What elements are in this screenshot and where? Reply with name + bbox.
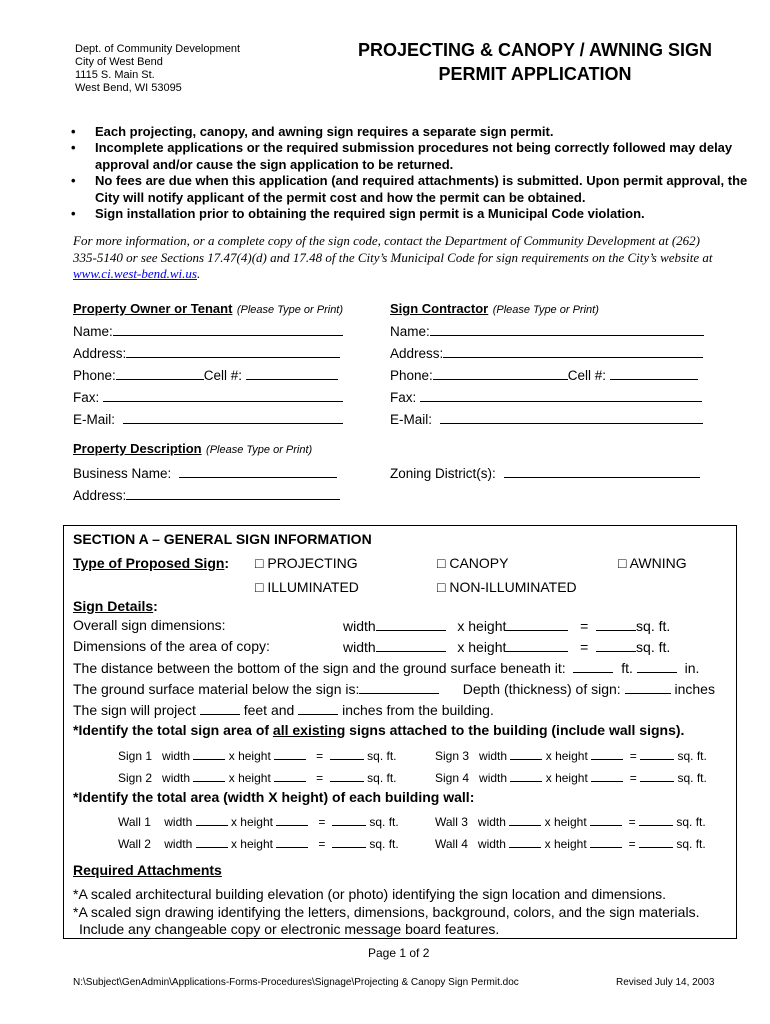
form-title <box>335 38 735 86</box>
row-width: width <box>477 837 506 851</box>
row-sqft: sq. ft. <box>677 749 707 763</box>
field-label: E-Mail: <box>73 412 116 427</box>
copy-area-line[interactable] <box>596 638 636 652</box>
title-line-1: PROJECTING & CANOPY / AWNING SIGN <box>357 40 713 60</box>
row-height-line[interactable] <box>590 812 622 826</box>
bullet-item: • Each projecting, canopy, and awning sign requires a separate sign permit. <box>70 124 750 140</box>
identify-signs-a: *Identify the total sign area of <box>73 722 273 738</box>
owner-fax-field[interactable] <box>73 388 343 405</box>
row-width: width <box>162 749 191 763</box>
checkbox-illuminated[interactable] <box>255 579 359 595</box>
row-eq: = <box>318 837 326 851</box>
depth-text: Depth (thickness) of sign: <box>462 681 621 697</box>
field-label: Name: <box>73 324 113 339</box>
contractor-phone-field[interactable] <box>390 366 698 383</box>
sign-4-row[interactable] <box>435 768 707 785</box>
row-label: Sign 3 <box>435 749 470 763</box>
sign-details-label <box>73 598 158 614</box>
field-label: Fax: <box>73 390 100 405</box>
checkbox-label: ILLUMINATED <box>267 579 359 595</box>
owner-heading-text: Property Owner or Tenant <box>73 301 233 316</box>
row-xheight: x height <box>544 815 587 829</box>
width-word: width <box>343 639 376 655</box>
contractor-fax-line[interactable] <box>420 388 702 402</box>
row-xheight: x height <box>545 771 588 785</box>
field-label: Zoning District(s): <box>390 466 496 481</box>
field-label: Cell #: <box>203 368 243 383</box>
info-text: For more information, or a complete copy of the sign code, contact the Department of Community Development at (262) 335-5140 or see Sections 17.47(4)(d) and 17.48 of the City’s Municipal Code for sign requirements on the City’s website at <box>73 233 713 265</box>
row-area-line[interactable] <box>330 768 364 782</box>
checkbox-label: PROJECTING <box>267 555 358 571</box>
checkbox-icon[interactable]: □ <box>437 555 446 571</box>
owner-address-field[interactable] <box>73 344 340 361</box>
contractor-phone-line[interactable] <box>433 366 568 380</box>
x-height-word: x height <box>457 618 507 634</box>
sign-details-colon: : <box>153 598 158 614</box>
file-path: N:\Subject\GenAdmin\Applications-Forms-Procedures\Signage\Projecting & Canopy Sign Permit.doc <box>73 977 519 988</box>
page-number: Page 1 of 2 <box>368 946 430 960</box>
row-sqft: sq. ft. <box>369 837 399 851</box>
distance-ft-line[interactable] <box>573 659 613 673</box>
distance-in-line[interactable] <box>637 659 677 673</box>
inches-word: inches <box>674 681 715 697</box>
x-height-word: x height <box>457 639 507 655</box>
row-eq: = <box>316 771 324 785</box>
contractor-heading <box>390 300 599 318</box>
row-label: Wall 3 <box>435 815 468 829</box>
in-word: in. <box>684 660 700 676</box>
row-xheight: x height <box>545 749 588 763</box>
sign-1-row[interactable] <box>118 746 397 763</box>
row-eq: = <box>629 749 637 763</box>
row-sqft: sq. ft. <box>369 815 399 829</box>
row-width: width <box>162 771 191 785</box>
sqft-word: sq. ft. <box>636 639 671 655</box>
zoning-field[interactable] <box>390 464 700 481</box>
dept-line: Dept. of Community Development <box>75 43 241 55</box>
row-eq: = <box>318 815 326 829</box>
row-area-line[interactable] <box>639 812 673 826</box>
row-sqft: sq. ft. <box>367 771 397 785</box>
row-eq: = <box>316 749 324 763</box>
sign-details-label-text: Sign Details <box>73 598 154 614</box>
project-inches-line[interactable] <box>298 701 338 715</box>
property-heading-text: Property Description <box>73 441 202 456</box>
field-label: Cell #: <box>567 368 607 383</box>
row-width: width <box>164 815 193 829</box>
row-label: Sign 1 <box>118 749 153 763</box>
identify-signs-c: signs attached to the building (include wall signs). <box>345 722 685 738</box>
copy-dimensions-fields[interactable] <box>343 638 670 655</box>
checkbox-non-illuminated[interactable] <box>437 579 577 595</box>
project-feet-line[interactable] <box>200 701 240 715</box>
field-label: Phone: <box>73 368 116 383</box>
info-paragraph <box>73 233 713 283</box>
checkbox-label: CANOPY <box>449 555 509 571</box>
field-label: Address: <box>73 488 127 503</box>
row-area-line[interactable] <box>640 768 674 782</box>
row-xheight: x height <box>230 837 273 851</box>
row-area-line[interactable] <box>640 746 674 760</box>
row-width-line[interactable] <box>193 746 225 760</box>
row-label: Wall 4 <box>435 837 468 851</box>
row-height-line[interactable] <box>274 746 306 760</box>
copy-width-line[interactable] <box>376 638 446 652</box>
checkbox-label: NON-ILLUMINATED <box>449 579 577 595</box>
checkbox-label: AWNING <box>629 555 687 571</box>
row-width: width <box>164 837 193 851</box>
owner-cell-line[interactable] <box>246 366 338 380</box>
equals-word: = <box>580 618 589 634</box>
contractor-name-line[interactable] <box>430 322 704 336</box>
title-line-2: PERMIT APPLICATION <box>438 64 632 84</box>
row-label: Sign 2 <box>118 771 153 785</box>
property-hint: (Please Type or Print) <box>206 444 313 456</box>
sign-type-colon: : <box>224 555 230 571</box>
checkbox-icon[interactable]: □ <box>255 579 264 595</box>
row-sqft: sq. ft. <box>677 771 707 785</box>
bullet-item: • Sign installation prior to obtaining the required sign permit is a Municipal Code violation. <box>70 206 750 222</box>
depth-line[interactable] <box>625 680 671 694</box>
ground-text: The ground surface material below the sign is: <box>73 681 360 697</box>
property-address-field[interactable] <box>73 486 340 503</box>
required-attachments-heading: Required Attachments <box>73 862 222 878</box>
row-xheight: x height <box>228 771 271 785</box>
contractor-email-field[interactable] <box>390 410 703 427</box>
attachment-item: *A scaled sign drawing identifying the letters, dimensions, background, colors, and the sign materials. <box>73 904 700 920</box>
row-eq: = <box>628 815 636 829</box>
ground-surface-row[interactable] <box>73 680 715 697</box>
owner-name-field[interactable] <box>73 322 343 339</box>
row-height-line[interactable] <box>591 746 623 760</box>
contractor-address-line[interactable] <box>443 344 703 358</box>
copy-height-line[interactable] <box>506 638 568 652</box>
owner-phone-field[interactable] <box>73 366 338 383</box>
row-sqft: sq. ft. <box>367 749 397 763</box>
dept-line: 1115 S. Main St. <box>75 69 155 81</box>
row-width: width <box>479 771 508 785</box>
bullet-item: • No fees are due when this application (and required attachments) is submitted. Upon permit approval, the City will notify applicant of the permit cost and how the permit can be obtained. <box>70 173 750 206</box>
row-height-line[interactable] <box>274 768 306 782</box>
contractor-address-field[interactable] <box>390 344 703 361</box>
checkbox-canopy[interactable] <box>437 555 508 571</box>
row-area-line[interactable] <box>330 746 364 760</box>
row-height-line[interactable] <box>590 834 622 848</box>
row-width-line[interactable] <box>510 768 542 782</box>
sign-3-row[interactable] <box>435 746 707 763</box>
owner-name-line[interactable] <box>113 322 343 336</box>
row-width-line[interactable] <box>509 834 541 848</box>
owner-fax-line[interactable] <box>103 388 343 402</box>
business-name-field[interactable] <box>73 464 337 481</box>
attachment-item: *A scaled architectural building elevation (or photo) identifying the sign location and dimensions. <box>73 886 667 902</box>
row-label: Wall 1 <box>118 815 151 829</box>
identify-signs-heading <box>73 722 684 738</box>
sign-type-label <box>73 555 229 571</box>
field-label: Address: <box>390 346 444 361</box>
owner-email-line[interactable] <box>123 410 343 424</box>
attachment-item: Include any changeable copy or electronic message board features. <box>79 921 500 937</box>
row-area-line[interactable] <box>639 834 673 848</box>
contractor-email-line[interactable] <box>440 410 703 424</box>
department-address <box>75 43 240 95</box>
ft-word: ft. <box>621 660 633 676</box>
business-name-line[interactable] <box>179 464 337 478</box>
ground-material-line[interactable] <box>359 680 439 694</box>
row-sqft: sq. ft. <box>676 837 706 851</box>
field-label: Address: <box>73 346 127 361</box>
width-word: width <box>343 618 376 634</box>
dept-line: City of West Bend <box>75 56 163 68</box>
row-width-line[interactable] <box>510 746 542 760</box>
checkbox-icon[interactable]: □ <box>618 555 627 571</box>
project-text: The sign will project <box>73 702 196 718</box>
overall-area-line[interactable] <box>596 617 636 631</box>
field-label: Phone: <box>390 368 433 383</box>
info-end: . <box>196 266 201 281</box>
contractor-name-field[interactable] <box>390 322 704 339</box>
field-label: E-Mail: <box>390 412 433 427</box>
sqft-word: sq. ft. <box>636 618 671 634</box>
contractor-fax-field[interactable] <box>390 388 702 405</box>
projection-row[interactable] <box>73 701 494 718</box>
overall-height-line[interactable] <box>506 617 568 631</box>
wall-2-row[interactable] <box>118 834 399 851</box>
field-label: Business Name: <box>73 466 172 481</box>
checkbox-awning[interactable] <box>618 555 687 571</box>
owner-email-field[interactable] <box>73 410 343 427</box>
checkbox-icon[interactable]: □ <box>255 555 264 571</box>
sign-2-row[interactable] <box>118 768 397 785</box>
checkbox-projecting[interactable] <box>255 555 358 571</box>
row-width-line[interactable] <box>196 812 228 826</box>
contractor-cell-line[interactable] <box>610 366 698 380</box>
overall-dimensions-label: Overall sign dimensions: <box>73 617 226 633</box>
feet-and-text: feet and <box>243 702 295 718</box>
property-address-line[interactable] <box>126 486 340 500</box>
owner-heading <box>73 300 343 318</box>
dept-line: West Bend, WI 53095 <box>75 82 182 94</box>
sign-type-label-text: Type of Proposed Sign <box>73 555 225 571</box>
row-height-line[interactable] <box>276 812 308 826</box>
row-eq: = <box>629 771 637 785</box>
row-width: width <box>477 815 506 829</box>
wall-1-row[interactable] <box>118 812 399 829</box>
identify-walls-heading: *Identify the total area (width X height) of each building wall: <box>73 789 475 805</box>
website-link[interactable]: www.ci.west-bend.wi.us <box>73 266 197 281</box>
field-label: Fax: <box>390 390 417 405</box>
contractor-heading-text: Sign Contractor <box>390 301 489 316</box>
overall-width-line[interactable] <box>376 617 446 631</box>
inches-from-text: inches from the building. <box>342 702 494 718</box>
wall-3-row[interactable] <box>435 812 706 829</box>
checkbox-icon[interactable]: □ <box>437 579 446 595</box>
owner-hint: (Please Type or Print) <box>236 304 344 316</box>
distance-text: The distance between the bottom of the sign and the ground surface beneath it: <box>73 660 566 676</box>
row-xheight: x height <box>230 815 273 829</box>
row-width-line[interactable] <box>196 834 228 848</box>
revised-date: Revised July 14, 2003 <box>616 977 715 988</box>
row-label: Sign 4 <box>435 771 470 785</box>
row-sqft: sq. ft. <box>676 815 706 829</box>
row-height-line[interactable] <box>591 768 623 782</box>
row-height-line[interactable] <box>276 834 308 848</box>
overall-dimensions-fields[interactable] <box>343 617 670 634</box>
copy-dimensions-label: Dimensions of the area of copy: <box>73 638 270 654</box>
row-width-line[interactable] <box>193 768 225 782</box>
row-xheight: x height <box>228 749 271 763</box>
row-xheight: x height <box>544 837 587 851</box>
instruction-bullets <box>70 124 750 222</box>
row-width-line[interactable] <box>509 812 541 826</box>
equals-word: = <box>580 639 589 655</box>
row-width: width <box>479 749 508 763</box>
owner-phone-line[interactable] <box>116 366 204 380</box>
row-eq: = <box>628 837 636 851</box>
wall-4-row[interactable] <box>435 834 706 851</box>
section-a-title: SECTION A – GENERAL SIGN INFORMATION <box>73 531 372 547</box>
owner-address-line[interactable] <box>126 344 340 358</box>
row-area-line[interactable] <box>332 834 366 848</box>
distance-row[interactable] <box>73 659 699 676</box>
bullet-item: • Incomplete applications or the required submission procedures not being correctly followed may delay approval and/or cause the sign application to be returned. <box>70 140 750 173</box>
contractor-hint: (Please Type or Print) <box>492 304 599 316</box>
row-label: Wall 2 <box>118 837 151 851</box>
field-label: Name: <box>390 324 430 339</box>
zoning-line[interactable] <box>504 464 700 478</box>
row-area-line[interactable] <box>332 812 366 826</box>
identify-signs-b: all existing <box>272 722 346 738</box>
property-heading <box>73 440 312 458</box>
